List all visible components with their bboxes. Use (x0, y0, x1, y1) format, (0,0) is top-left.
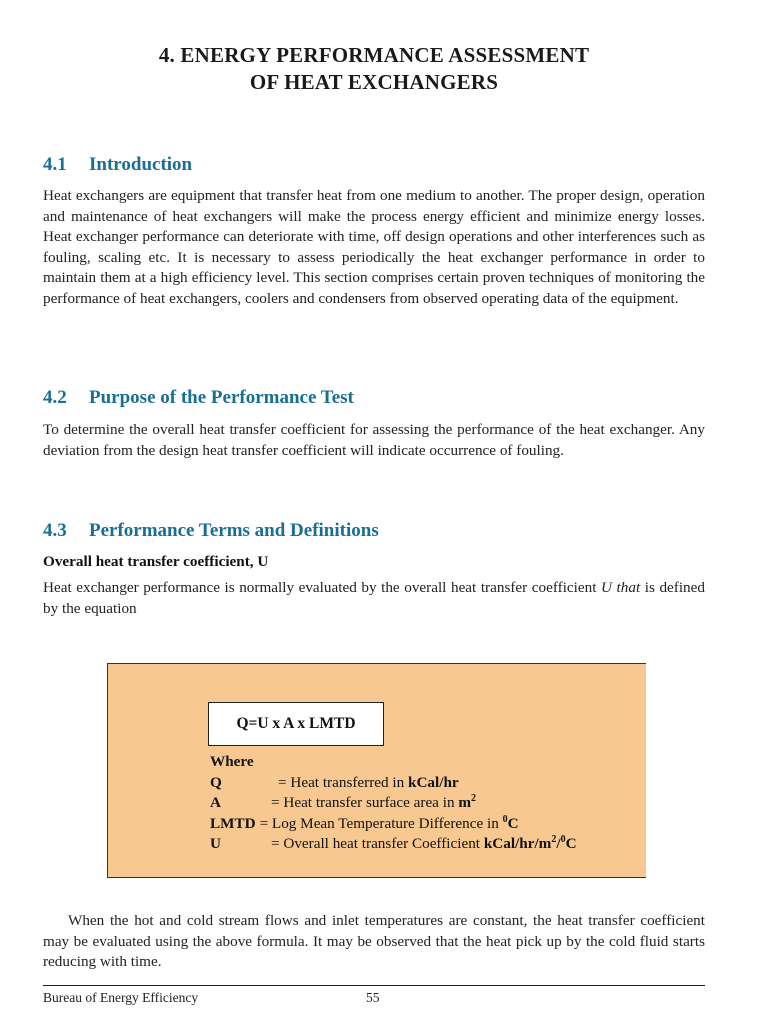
section-number: 4.1 (43, 154, 67, 175)
definition-description: = Heat transfer surface area in (271, 794, 459, 811)
definition-q (210, 773, 577, 794)
section-heading-purpose (43, 387, 354, 409)
definition-symbol: U (210, 835, 221, 852)
definition-unit-superscript: 0 (502, 813, 508, 825)
section-heading-introduction (43, 154, 192, 176)
section-number: 4.2 (43, 387, 67, 408)
where-label: Where (210, 753, 254, 770)
terms-text-before: Heat exchanger performance is normally evaluated by the overall heat transfer coefficient (43, 579, 601, 596)
definition-unit-superscript: 2 (471, 792, 476, 804)
definition-unit-tail: / (556, 835, 561, 852)
definition-unit: kCal/hr/m (483, 835, 552, 852)
definition-unit: C (507, 814, 519, 832)
definition-unit: m (458, 794, 471, 811)
section-number: 4.3 (43, 520, 67, 541)
definition-description: = Overall heat transfer Coefficient (271, 835, 484, 852)
definition-a (210, 793, 577, 814)
definitions-list (210, 752, 577, 855)
footer-divider (43, 985, 705, 986)
section-heading-text: Purpose of the Performance Test (89, 387, 354, 408)
definition-unit: kCal/hr (408, 773, 459, 791)
formula-box: Q=U x A x LMTD (208, 702, 384, 746)
footer-publisher: Bureau of Energy Efficiency (43, 990, 199, 1005)
chapter-title (0, 42, 748, 96)
definition-symbol: A (210, 794, 221, 811)
chapter-title-line-1: 4. ENERGY PERFORMANCE ASSESSMENT (158, 43, 590, 67)
terms-text-italic: U that (601, 579, 641, 596)
terms-text-after: is defined by the equation (43, 579, 705, 617)
section-heading-text: Introduction (89, 154, 193, 175)
definition-description: = Heat transferred in (278, 773, 409, 791)
definition-unit-end: C (565, 835, 577, 852)
definition-u (210, 834, 577, 855)
subheading-overall-coefficient: Overall heat transfer coefficient, U (43, 553, 269, 570)
terms-paragraph (43, 578, 705, 619)
definition-lmtd (210, 814, 577, 835)
section-heading-terms (43, 520, 379, 542)
definition-symbol: LMTD (210, 814, 256, 832)
definition-unit-tail-superscript: 0 (560, 833, 566, 845)
definition-unit-superscript: 2 (551, 833, 557, 845)
introduction-paragraph: Heat exchangers are equipment that transfer heat from one medium to another. The proper design, operation and maintenance of heat exchangers will make the process energy efficient and minimize energy losses. Heat exchanger performance can deteriorate with time, off design operations and other interferences such as fouling, scaling etc. It is necessary to assess periodically the heat exchanger performance in order to maintain them at a high efficiency level. This section comprises certain proven techniques of monitoring the performance of heat exchangers, coolers and condensers from observed operating data of the equipment. (43, 187, 705, 307)
chapter-title-line-2: OF HEAT EXCHANGERS (249, 70, 499, 94)
definition-symbol: Q (210, 773, 222, 791)
page-number: 55 (366, 990, 380, 1005)
purpose-paragraph: To determine the overall heat transfer coefficient for assessing the performance of the heat exchanger. Any deviation from the design heat transfer coefficient will indicate occurrence of fouling. (43, 421, 705, 459)
section-heading-text: Performance Terms and Definitions (89, 520, 379, 541)
definition-description: = Log Mean Temperature Difference in (259, 814, 503, 832)
closing-paragraph: When the hot and cold stream flows and inlet temperatures are constant, the heat transfer coefficient may be evaluated using the above formula. It may be observed that the heat pick up by the cold fluid starts reducing with time. (43, 912, 705, 970)
